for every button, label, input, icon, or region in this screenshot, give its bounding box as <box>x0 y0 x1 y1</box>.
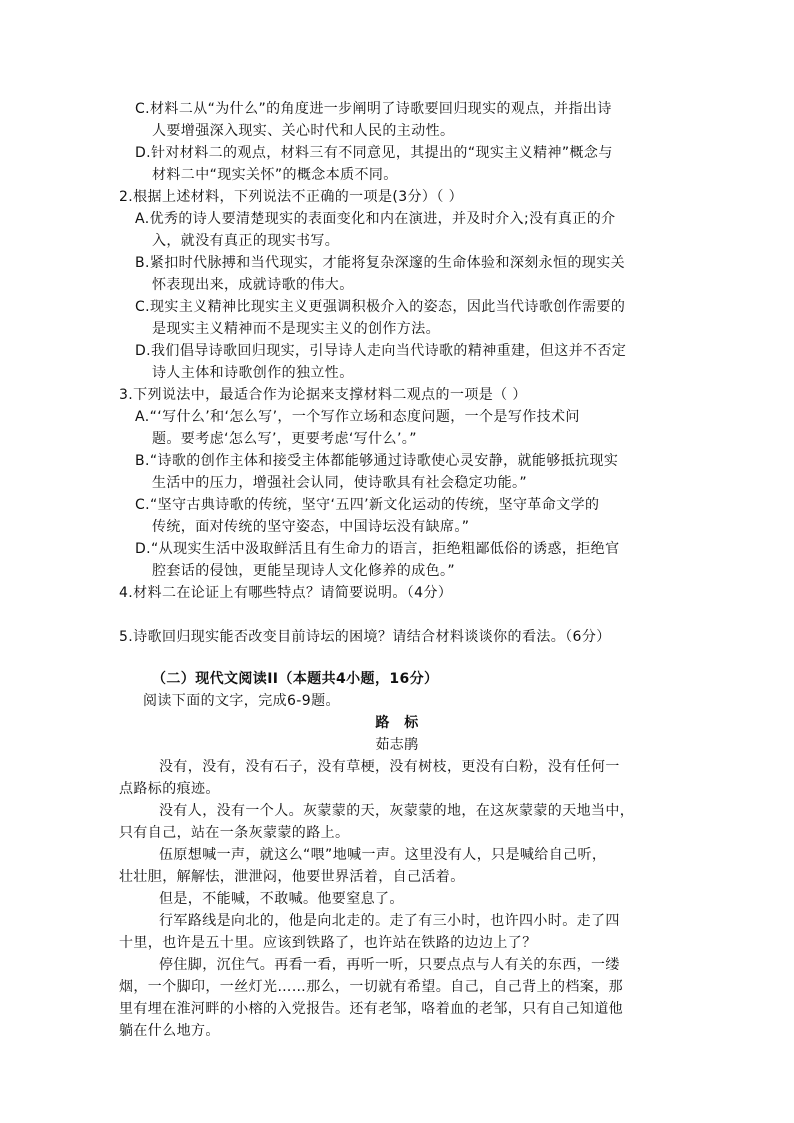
story-line: 没有人，没有一个人。灰蒙蒙的天，灰蒙蒙的地，在这灰蒙蒙的天地当中， <box>159 803 635 819</box>
story-title: 路 标 <box>375 715 419 731</box>
story-line: 点路标的痕迹。 <box>119 781 220 797</box>
q3-option-c-line-2: 传统，面对传统的坚守姿态，中国诗坛没有缺席。” <box>152 519 470 535</box>
story-line: 里有埋在淮河畔的小榕的入党报告。还有老邹，咯着血的老邹，只有自己知道他 <box>119 1001 623 1017</box>
q2-option-c-line-1: C.现实主义精神比现实主义更强调积极介入的姿态，因此当代诗歌创作需要的 <box>135 299 626 315</box>
story-line: 但是，不能喊，不敢喊。他要窒息了。 <box>159 891 404 907</box>
option-d-line-2: 材料二中“现实关怀”的概念本质不同。 <box>152 167 398 183</box>
story-author: 茹志鹃 <box>375 737 419 753</box>
q2-option-a-line-1: A.优秀的诗人要清楚现实的表面变化和内在演进，并及时介入;没有真正的介 <box>135 211 616 227</box>
q3-option-c-line-1: C.“坚守古典诗歌的传统，坚守‘五四’新文化运动的传统，坚守革命文学的 <box>135 497 600 513</box>
q2-option-a-line-2: 入，就没有真正的现实书写。 <box>152 233 340 249</box>
q2-option-b-line-1: B.紧扣时代脉搏和当代现实，才能将复杂深邃的生命体验和深刻永恒的现实关 <box>135 255 626 271</box>
section-title: （二）现代文阅读II（本题共4小题，16分） <box>152 671 439 687</box>
question-4: 4.材料二在论证上有哪些特点？请简要说明。（4分） <box>119 585 453 601</box>
q2-option-d-line-2: 诗人主体和诗歌创作的独立性。 <box>152 365 354 381</box>
story-line: 壮壮胆，解解怯，泄泄闷，他要世界活着，自己活着。 <box>119 869 465 885</box>
story-line: 没有，没有，没有石子，没有草梗，没有树枝，更没有白粉，没有任何一 <box>159 759 620 775</box>
story-line: 伍原想喊一声，就这么“喂”地喊一声。这里没有人，只是喊给自己听， <box>159 847 607 863</box>
story-line: 烟，一个脚印，一丝灯光……那么，一切就有希望。自己，自己背上的档案，那 <box>119 979 623 995</box>
question-3: 3.下列说法中，最适合作为论据来支撑材料二观点的一项是（ ） <box>119 387 527 403</box>
option-d-line-1: D.针对材料二的观点，材料三有不同意见，其提出的“现实主义精神”概念与 <box>135 145 613 161</box>
q3-option-b-line-2: 生活中的压力，增强社会认同，使诗歌具有社会稳定功能。” <box>152 475 528 491</box>
reading-instruction: 阅读下面的文字，完成6-9题。 <box>143 693 340 709</box>
story-line: 只有自己，站在一条灰蒙蒙的路上。 <box>119 825 350 841</box>
q3-option-a-line-1: A.“‘写什么’和‘怎么写’，一个写作立场和态度问题，一个是写作技术问 <box>135 409 580 425</box>
q2-option-c-line-2: 是现实主义精神而不是现实主义的创作方法。 <box>152 321 440 337</box>
option-c-line-2: 人要增强深入现实、关心时代和人民的主动性。 <box>152 123 455 139</box>
story-line: 停住脚，沉住气。再看一看，再听一听，只要点点与人有关的东西，一缕 <box>159 957 620 973</box>
story-line: 十里，也许是五十里。应该到铁路了，也许站在铁路的边边上了？ <box>119 935 537 951</box>
story-line: 躺在什么地方。 <box>119 1023 220 1039</box>
q3-option-d-line-1: D.“从现实生活中汲取鲜活且有生命力的语言，拒绝粗鄙低俗的诱惑，拒绝官 <box>135 541 620 557</box>
question-5: 5.诗歌回归现实能否改变目前诗坛的困境？请结合材料谈谈你的看法。（6分） <box>119 629 611 645</box>
q2-option-d-line-1: D.我们倡导诗歌回归现实，引导诗人走向当代诗歌的精神重建，但这并不否定 <box>135 343 627 359</box>
q3-option-d-line-2: 腔套话的侵蚀，更能呈现诗人文化修养的成色。” <box>152 563 456 579</box>
q3-option-b-line-1: B.“诗歌的创作主体和接受主体都能够通过诗歌使心灵安静，就能够抵抗现实 <box>135 453 619 469</box>
story-line: 行军路线是向北的，他是向北走的。走了有三小时，也许四小时。走了四 <box>159 913 620 929</box>
q3-option-a-line-2: 题。要考虑‘怎么写’，更要考虑‘写什么’。” <box>152 431 417 447</box>
option-c-line-1: C.材料二从“为什么”的角度进一步阐明了诗歌要回归现实的观点，并指出诗 <box>135 101 612 117</box>
question-2: 2.根据上述材料，下列说法不正确的一项是(3分）（ ） <box>119 189 463 205</box>
q2-option-b-line-2: 怀表现出来，成就诗歌的伟大。 <box>152 277 354 293</box>
